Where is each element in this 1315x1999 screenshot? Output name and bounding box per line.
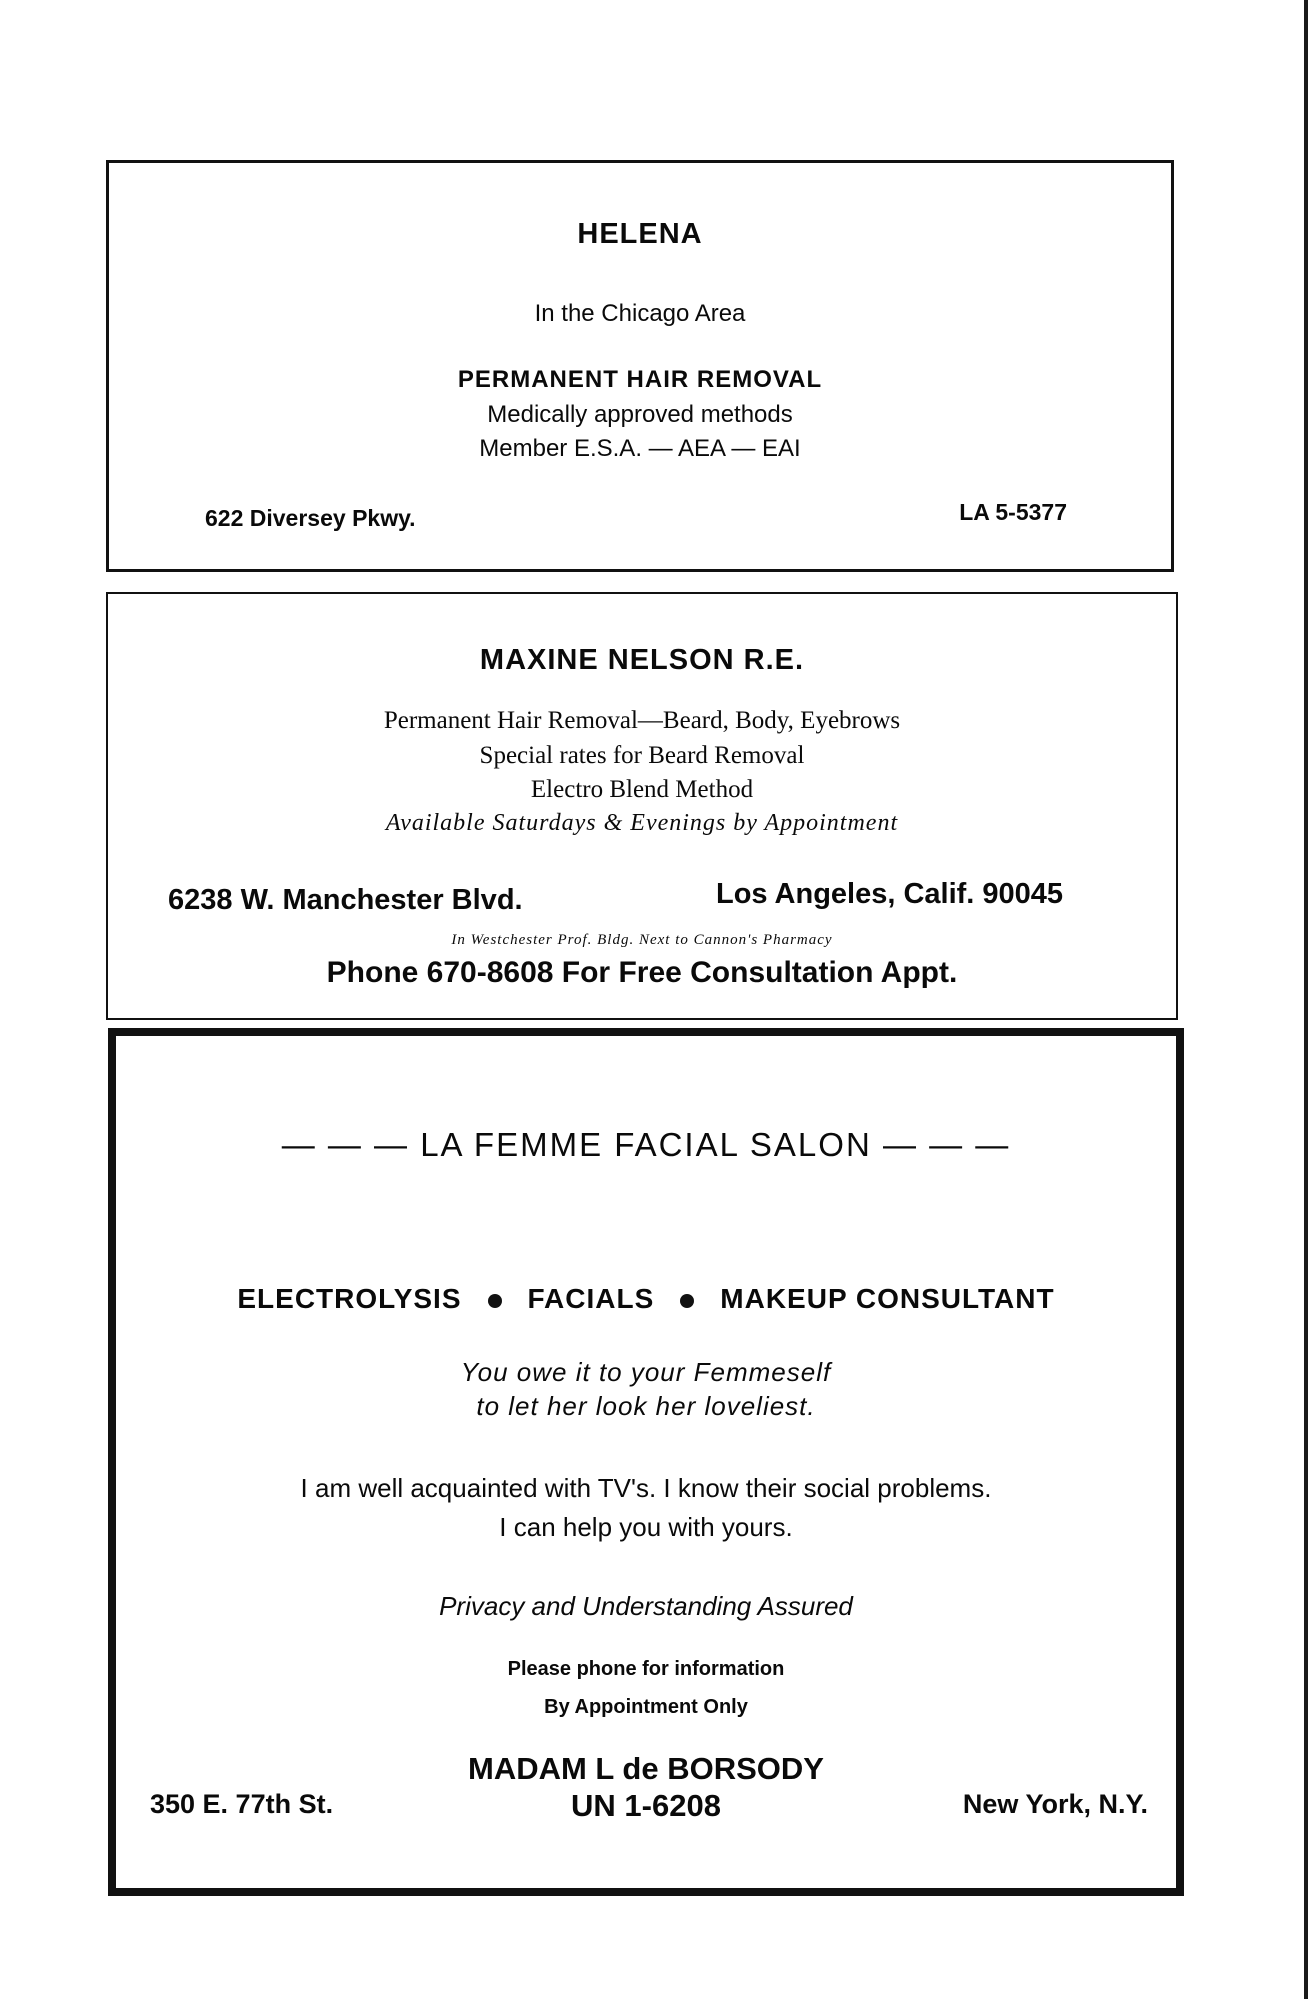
ad-city: New York, N.Y. [962,1789,1148,1819]
ad-street: 6238 W. Manchester Blvd. [168,884,523,916]
ad-title: MAXINE NELSON R.E. [479,644,805,676]
ad-title: — — — LA FEMME FACIAL SALON — — — [281,1126,1011,1163]
la-femme-ad [108,1028,1184,1896]
ad-phone: LA 5-5377 [959,499,1067,525]
service-item: MAKEUP CONSULTANT [720,1283,1055,1314]
bullet-dot-icon [680,1294,694,1308]
ad-building: In Westchester Prof. Bldg. Next to Cannon's Pharmacy [451,932,833,948]
ad-body-line: I can help you with yours. [499,1512,793,1542]
service-item: FACIALS [527,1283,655,1314]
helena-ad [106,160,1174,572]
ad-phone-line: Phone 670-8608 For Free Consultation Appt. [326,956,958,989]
maxine-nelson-ad [106,592,1178,1020]
ad-availability: Available Saturdays & Evenings by Appointment [385,810,899,836]
bullet-dot-icon [488,1294,502,1308]
ad-motto-line: to let her look her loveliest. [476,1391,816,1421]
ad-description-line: Medically approved methods [487,401,793,428]
ad-method-line: Electro Blend Method [530,776,754,803]
ad-membership-line: Member E.S.A. — AEA — EAI [479,435,801,462]
service-item: ELECTROLYSIS [237,1283,462,1314]
ad-title: HELENA [577,218,703,250]
ad-body-line: I am well acquainted with TV's. I know their social problems. [300,1473,992,1503]
ad-services-row [116,1283,1176,1315]
ad-city: Los Angeles, Calif. 90045 [716,878,1064,910]
ad-phone: UN 1-6208 [571,1788,721,1823]
ad-area: In the Chicago Area [534,300,746,327]
ad-appointment: By Appointment Only [544,1696,748,1718]
ad-service: PERMANENT HAIR REMOVAL [457,366,823,393]
ad-privacy: Privacy and Understanding Assured [439,1591,853,1621]
ad-motto-line: You owe it to your Femmeself [460,1357,832,1387]
ad-phone-info: Please phone for information [507,1658,785,1680]
ad-address: 350 E. 77th St. [150,1789,334,1819]
page-edge-line [1304,0,1308,1999]
ad-services-line: Permanent Hair Removal—Beard, Body, Eyebrows [383,707,901,734]
ad-proprietor: MADAM L de BORSODY [468,1751,824,1786]
ad-address: 622 Diversey Pkwy. [205,505,416,531]
ad-rates-line: Special rates for Beard Removal [479,742,805,769]
